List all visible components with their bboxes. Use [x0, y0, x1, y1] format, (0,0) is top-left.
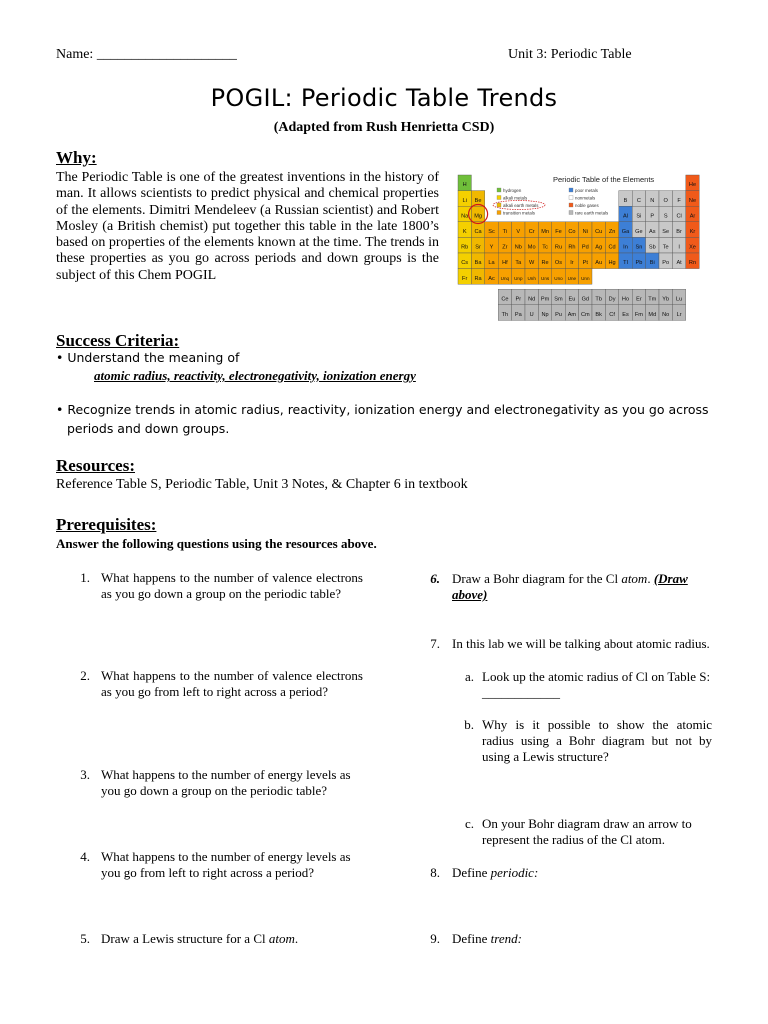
- legend-label: alkali earth metals: [503, 203, 539, 208]
- element-symbol-si: Si: [636, 213, 642, 220]
- element-symbol-mg: Mg: [474, 213, 482, 220]
- question-number: 6.: [430, 571, 440, 586]
- element-symbol-u: U: [529, 312, 534, 319]
- element-symbol-pr: Pr: [515, 296, 522, 303]
- legend-swatch: [497, 211, 501, 215]
- element-symbol-sr: Sr: [475, 244, 481, 251]
- question-number: 5.: [80, 931, 90, 946]
- prerequisites-heading: Prerequisites:: [56, 515, 157, 534]
- element-symbol-uns: Uns: [541, 275, 550, 281]
- element-symbol-c: C: [636, 197, 641, 204]
- element-symbol-ag: Ag: [595, 244, 603, 251]
- element-symbol-be: Be: [474, 197, 482, 204]
- element-symbol-ni: Ni: [582, 229, 588, 236]
- element-symbol-unq: Unq: [500, 275, 510, 281]
- element-symbol-i: I: [678, 244, 680, 251]
- success-criteria-heading: Success Criteria:: [56, 331, 180, 350]
- question-text-main: Draw a Lewis structure for a Cl: [101, 931, 266, 946]
- element-symbol-k: K: [462, 229, 467, 236]
- element-symbol-ho: Ho: [621, 296, 630, 303]
- legend-swatch: [497, 203, 501, 207]
- success-bullet-2-line1: • Recognize trends in atomic radius, reactivity, ionization energy and electronegativity as you go across: [56, 402, 709, 417]
- element-symbol-yb: Yb: [662, 296, 670, 303]
- element-symbol-cu: Cu: [595, 229, 603, 236]
- element-symbol-sc: Sc: [488, 229, 495, 236]
- element-symbol-rh: Rh: [568, 244, 576, 251]
- element-symbol-ac: Ac: [488, 275, 495, 282]
- question-3: [68, 767, 368, 801]
- element-symbol-tl: Tl: [623, 260, 628, 267]
- question-number: 8.: [430, 865, 440, 880]
- element-symbol-bk: Bk: [595, 312, 602, 319]
- element-symbol-ti: Ti: [502, 229, 508, 236]
- element-symbol-hg: Hg: [608, 260, 616, 267]
- legend-label: transition metals: [503, 210, 535, 216]
- element-symbol-se: Se: [662, 229, 670, 236]
- element-symbol-es: Es: [622, 312, 629, 319]
- element-symbol-sm: Sm: [554, 296, 563, 303]
- element-symbol-mo: Mo: [527, 244, 536, 251]
- question-text-tail: .: [647, 571, 651, 586]
- question-number: 9.: [430, 931, 440, 946]
- element-symbol-er: Er: [636, 296, 642, 303]
- why-paragraph: The Periodic Table is one of the greatest inventions in the history of man. It allows scientists to predict physical and chemical properties of the elements. Dimitri Mendeleev (a Russian scientist) and Robert Mosley (a British chemist) put together this table in the late 1800’s based on properties of the elements known at the time. The trends in these properties as you go across periods and down groups is the subject of this Chem POGIL: [56, 170, 439, 283]
- element-symbol-np: Np: [541, 312, 549, 319]
- question-letter: b.: [464, 717, 474, 732]
- question-text: What happens to the number of valence electrons as you go from left to right across a period?: [101, 668, 363, 699]
- element-symbol-unn: Unn: [581, 275, 590, 281]
- unit-label: Unit 3: Periodic Table: [508, 47, 632, 62]
- question-text: What happens to the number of valence electrons as you go down a group on the periodic table?: [101, 570, 363, 601]
- element-symbol-tb: Tb: [595, 296, 602, 303]
- legend-swatch: [569, 211, 573, 215]
- element-symbol-hf: Hf: [502, 260, 508, 267]
- element-symbol-th: Th: [501, 312, 509, 319]
- legend-label: poor metals: [575, 188, 598, 193]
- element-symbol-nb: Nb: [514, 244, 522, 251]
- question-text-main: Draw a Bohr diagram for the Cl: [452, 571, 619, 586]
- legend-label: noble gases: [575, 203, 599, 208]
- resources-heading: Resources:: [56, 456, 135, 475]
- element-symbol-une: Une: [567, 275, 577, 281]
- element-symbol-pm: Pm: [540, 296, 550, 303]
- page-subtitle: (Adapted from Rush Henrietta CSD): [273, 120, 495, 135]
- question-text-emphasis: atom: [621, 571, 648, 586]
- element-symbol-bi: Bi: [649, 260, 655, 267]
- legend-swatch: [497, 188, 501, 192]
- element-symbol-sb: Sb: [648, 244, 656, 251]
- element-symbol-cl: Cl: [676, 213, 682, 220]
- name-field-label: Name: ____________________: [56, 47, 237, 62]
- question-7b: [452, 717, 722, 767]
- element-symbol-ne: Ne: [688, 197, 697, 204]
- question-6: [418, 571, 718, 605]
- legend-label: nonmetals: [575, 195, 596, 201]
- question-text: [452, 571, 714, 603]
- element-symbol-xe: Xe: [689, 244, 696, 251]
- element-symbol-cm: Cm: [580, 312, 590, 319]
- element-symbol-p: P: [650, 213, 655, 220]
- legend-swatch: [497, 196, 501, 200]
- question-1: [68, 570, 368, 620]
- legend-swatch: [569, 188, 573, 192]
- element-symbol-kr: Kr: [689, 229, 696, 236]
- question-text-emphasis: periodic:: [490, 865, 539, 880]
- element-symbol-at: At: [676, 260, 682, 267]
- question-text: [452, 865, 714, 881]
- element-symbol-s: S: [663, 213, 668, 220]
- page-title: POGIL: Periodic Table Trends: [210, 84, 558, 112]
- question-text-main: Define: [452, 865, 488, 880]
- element-symbol-am: Am: [567, 312, 577, 319]
- element-symbol-mn: Mn: [541, 229, 549, 236]
- element-symbol-li: Li: [462, 197, 467, 204]
- element-symbol-la: La: [488, 260, 495, 267]
- element-symbol-ta: Ta: [515, 260, 522, 267]
- question-text: Why is it possible to show the atomic radius using a Bohr diagram but not by using a Lewis structure?: [482, 717, 712, 764]
- question-text: [452, 931, 714, 947]
- element-symbol-h: H: [462, 182, 467, 189]
- element-symbol-cs: Cs: [461, 260, 469, 267]
- element-symbol-pa: Pa: [514, 312, 522, 319]
- element-symbol-fr: Fr: [462, 275, 468, 282]
- element-symbol-ce: Ce: [501, 296, 509, 303]
- element-symbol-cr: Cr: [528, 229, 535, 236]
- element-symbol-as: As: [649, 229, 656, 236]
- question-letter: c.: [464, 816, 474, 831]
- question-number: 1.: [80, 570, 90, 585]
- question-text: What happens to the number of energy levels as you go down a group on the periodic table?: [101, 767, 351, 798]
- question-number: 3.: [80, 767, 90, 782]
- element-symbol-cf: Cf: [609, 312, 615, 319]
- element-symbol-tc: Tc: [542, 244, 548, 251]
- element-symbol-os: Os: [554, 260, 563, 267]
- element-symbol-o: O: [663, 197, 668, 204]
- element-symbol-w: W: [529, 260, 535, 267]
- element-symbol-in: In: [623, 244, 628, 251]
- question-text: What happens to the number of energy levels as you go from left to right across a period?: [101, 849, 351, 880]
- question-text: On your Bohr diagram draw an arrow to represent the radius of the Cl atom.: [482, 816, 692, 847]
- question-text-bold-note: (Draw above): [452, 571, 688, 602]
- question-number: 2.: [80, 668, 90, 683]
- element-symbol-ra: Ra: [474, 275, 482, 282]
- legend-label: hydrogen: [503, 188, 522, 193]
- question-8: [418, 865, 718, 883]
- element-symbol-no: No: [662, 312, 670, 319]
- element-symbol-cd: Cd: [608, 244, 616, 251]
- question-2: [68, 668, 368, 718]
- element-symbol-ir: Ir: [570, 260, 574, 267]
- element-symbol-te: Te: [662, 244, 669, 251]
- element-symbol-uno: Uno: [554, 275, 563, 281]
- resources-text: Reference Table S, Periodic Table, Unit 3 Notes, & Chapter 6 in textbook: [56, 477, 468, 492]
- question-number: 4.: [80, 849, 90, 864]
- legend-swatch: [569, 203, 573, 207]
- element-symbol-na: Na: [461, 213, 469, 220]
- question-text-main: Define: [452, 931, 488, 946]
- success-bullet-2-line2: periods and down groups.: [67, 421, 230, 436]
- question-letter: a.: [464, 669, 474, 684]
- question-text: In this lab we will be talking about atomic radius.: [452, 636, 710, 651]
- element-symbol-co: Co: [568, 229, 576, 236]
- element-symbol-lr: Lr: [676, 312, 682, 319]
- why-heading: Why:: [56, 148, 97, 167]
- element-symbol-pt: Pt: [582, 260, 588, 267]
- element-symbol-ru: Ru: [554, 244, 563, 251]
- element-symbol-rn: Rn: [688, 260, 697, 267]
- question-7: [418, 636, 718, 670]
- prerequisites-instruction: Answer the following questions using the resources above.: [56, 536, 377, 551]
- question-7c: [452, 816, 722, 850]
- element-symbol-unp: Unp: [514, 275, 523, 281]
- element-symbol-sn: Sn: [635, 244, 643, 251]
- element-symbol-f: F: [677, 197, 681, 204]
- legend-label: rare earth metals: [575, 210, 609, 216]
- element-symbol-ar: Ar: [689, 213, 696, 220]
- success-bullet-1-terms: atomic radius, reactivity, electronegativity, ionization energy: [94, 368, 416, 383]
- element-symbol-zn: Zn: [608, 229, 616, 236]
- element-symbol-fm: Fm: [634, 312, 643, 319]
- element-symbol-nd: Nd: [528, 296, 536, 303]
- periodic-table-figure: [455, 168, 723, 336]
- element-symbol-lu: Lu: [675, 296, 683, 303]
- element-symbol-rb: Rb: [461, 244, 469, 251]
- question-text: Look up the atomic radius of Cl on Table S: ____________: [482, 669, 711, 700]
- element-symbol-pu: Pu: [555, 312, 562, 319]
- element-symbol-au: Au: [595, 260, 603, 267]
- element-symbol-pb: Pb: [635, 260, 643, 267]
- question-7a: [452, 669, 722, 703]
- question-text-emphasis: atom: [268, 931, 295, 946]
- element-symbol-ba: Ba: [474, 260, 482, 267]
- question-5: [68, 931, 368, 949]
- question-text: [101, 931, 363, 947]
- element-symbol-n: N: [650, 197, 655, 204]
- legend-swatch: [569, 196, 573, 200]
- element-symbol-md: Md: [648, 312, 657, 319]
- element-symbol-y: Y: [489, 244, 494, 251]
- element-symbol-eu: Eu: [568, 296, 576, 303]
- element-symbol-ga: Ga: [621, 229, 630, 236]
- element-symbol-tm: Tm: [648, 296, 657, 303]
- element-symbol-v: V: [516, 229, 521, 236]
- question-text-emphasis: trend:: [490, 931, 522, 946]
- question-4: [68, 849, 368, 883]
- legend-label: alkali metals: [503, 195, 528, 201]
- element-symbol-br: Br: [676, 229, 682, 236]
- element-symbol-dy: Dy: [608, 296, 616, 303]
- element-symbol-fe: Fe: [555, 229, 562, 236]
- question-text-tail: .: [294, 931, 299, 946]
- element-symbol-he: He: [688, 182, 697, 189]
- success-bullet-1: • Understand the meaning of: [56, 350, 240, 365]
- question-9: [418, 931, 718, 949]
- periodic-table-title: Periodic Table of the Elements: [553, 175, 655, 184]
- element-symbol-ca: Ca: [474, 229, 482, 236]
- question-number: 7.: [430, 636, 440, 651]
- element-symbol-unh: Unh: [527, 275, 536, 281]
- element-symbol-ge: Ge: [635, 229, 643, 236]
- element-symbol-pd: Pd: [581, 244, 589, 251]
- periodic-table-svg: [455, 168, 723, 336]
- element-symbol-re: Re: [541, 260, 549, 267]
- element-symbol-b: B: [623, 197, 628, 204]
- element-symbol-gd: Gd: [581, 296, 590, 303]
- element-symbol-al: Al: [623, 213, 628, 220]
- element-symbol-zr: Zr: [502, 244, 508, 251]
- element-symbol-po: Po: [662, 260, 670, 267]
